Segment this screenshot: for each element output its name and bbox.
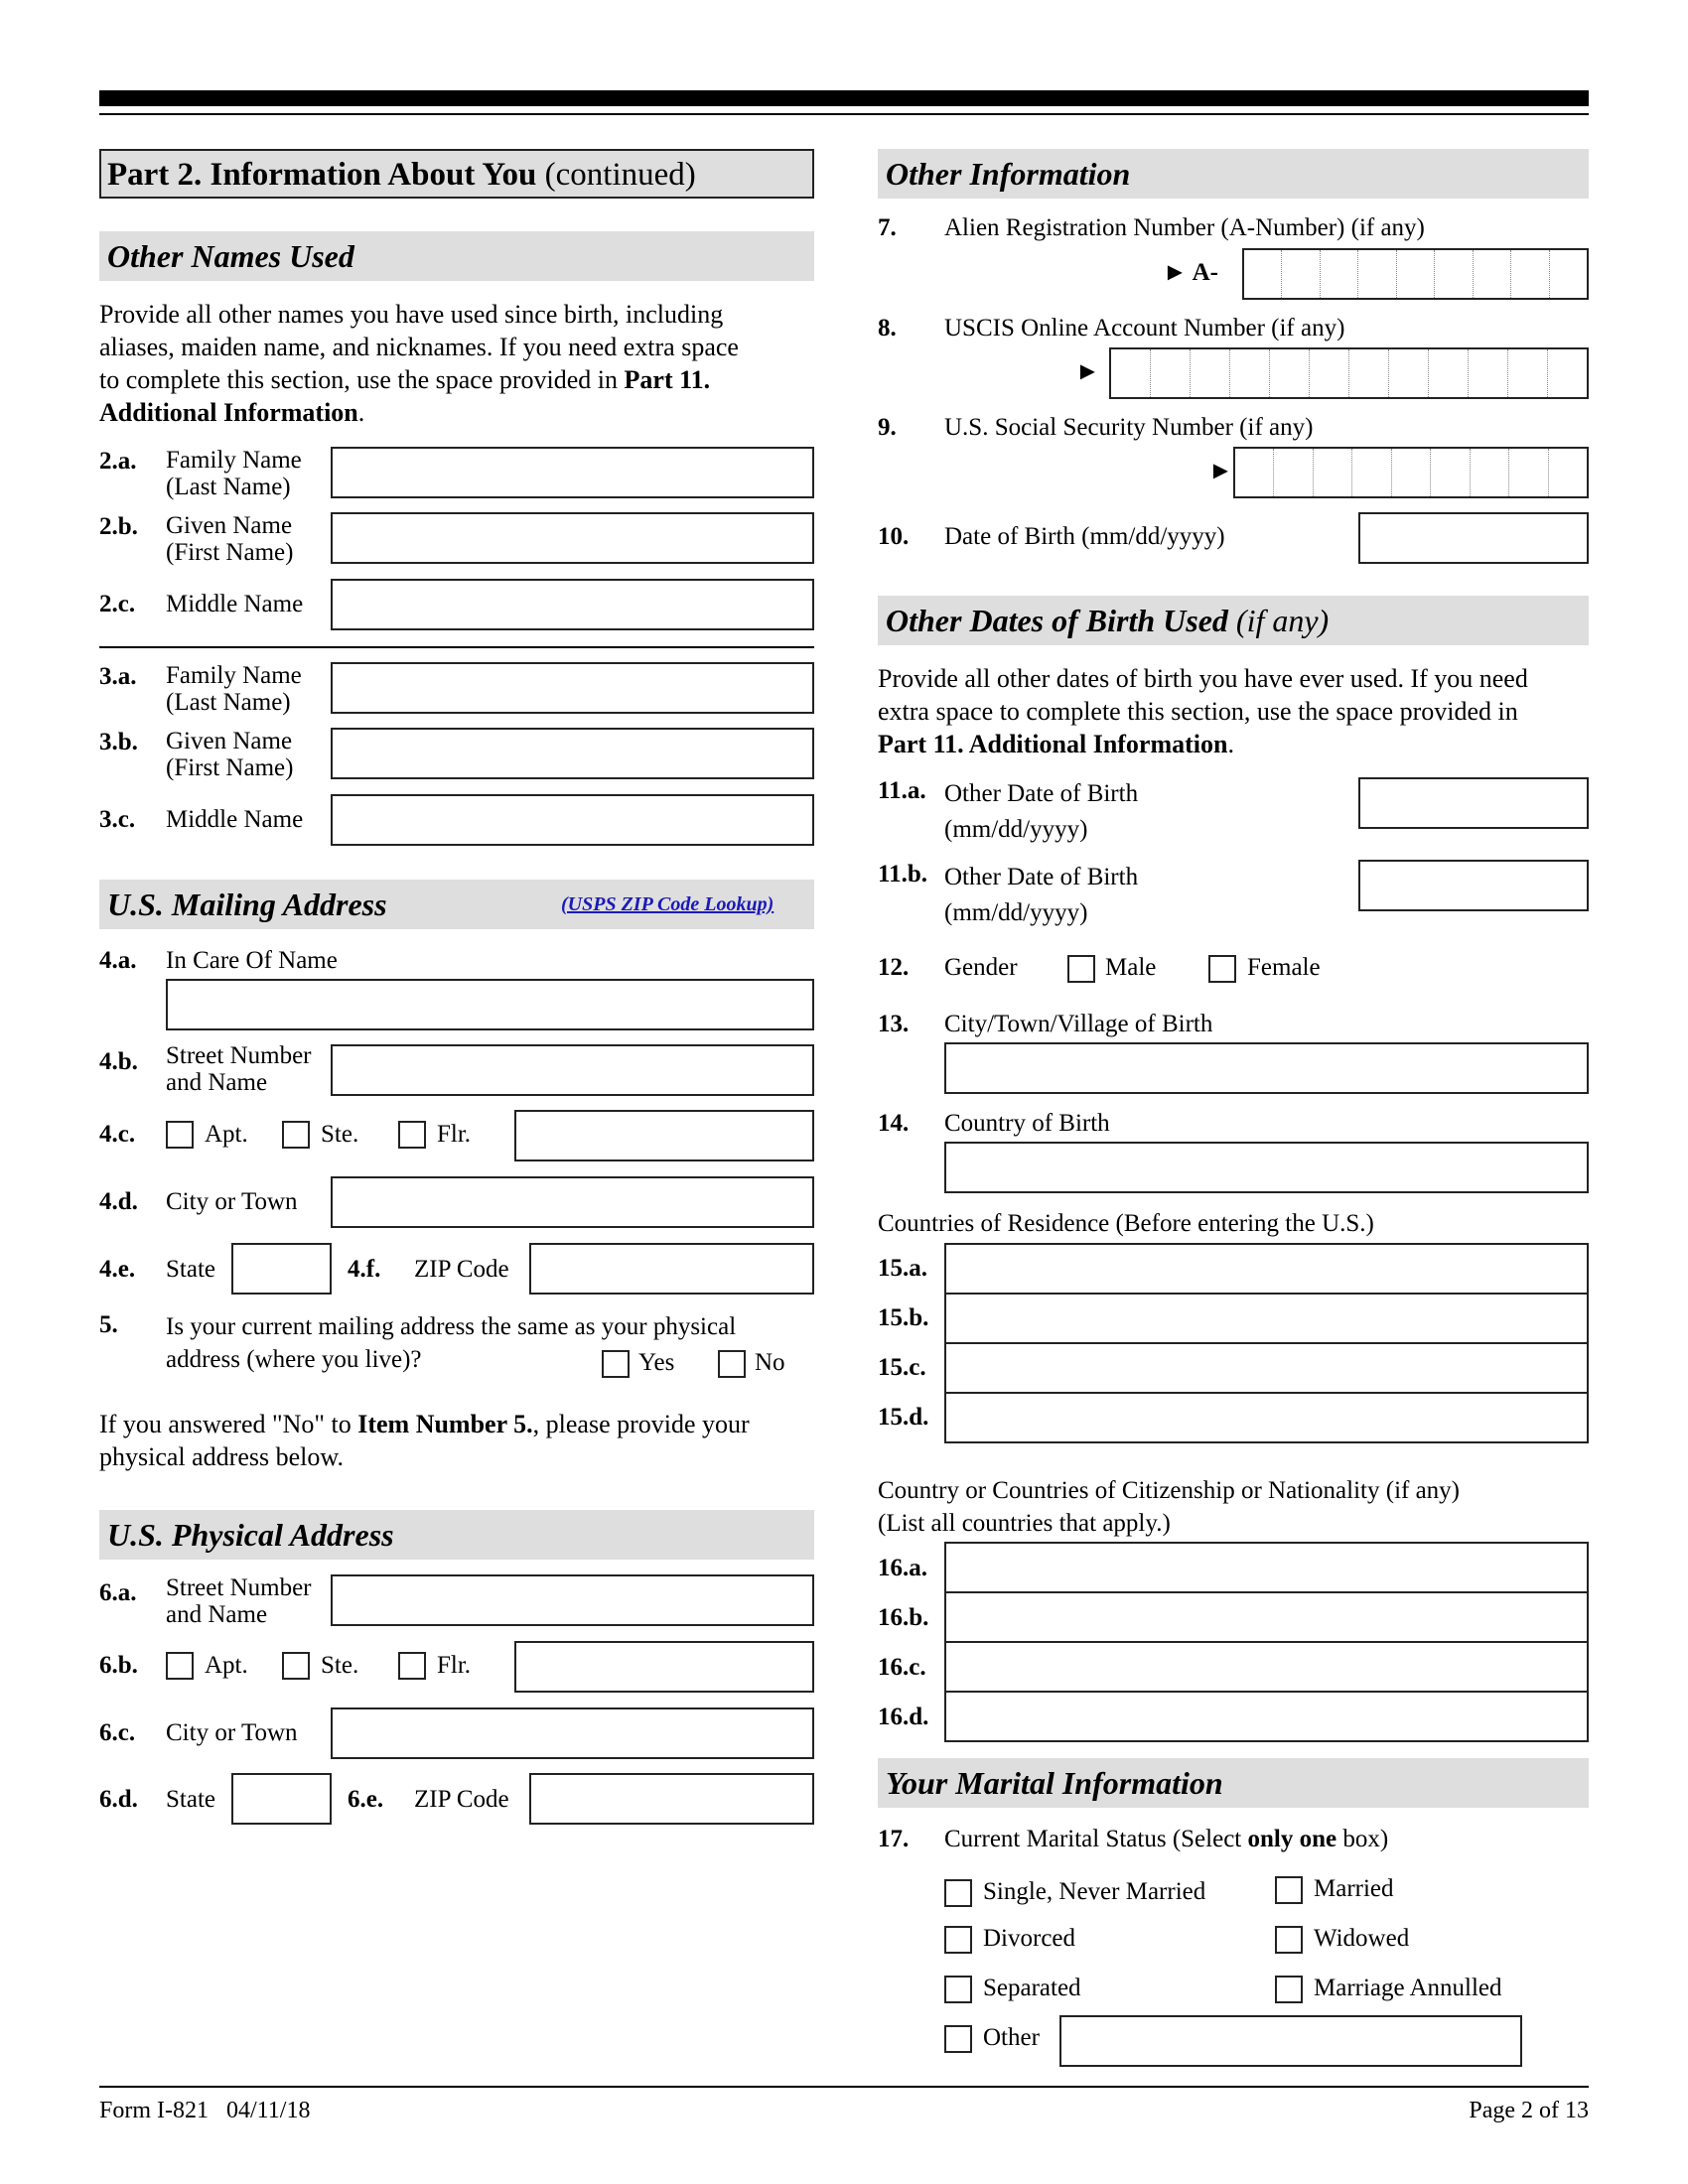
footer-form-id: Form I-821 04/11/18 <box>99 2098 311 2123</box>
residence-input-15b[interactable] <box>944 1293 1589 1344</box>
marital-divorced-label: Divorced <box>983 1925 1076 1952</box>
dob-input[interactable] <box>1358 512 1589 564</box>
item-number-15b: 15.b. <box>878 1304 929 1331</box>
q5-yes-checkbox[interactable] <box>602 1350 630 1378</box>
other-dob-input-11b[interactable] <box>1358 860 1589 911</box>
item-number-6c: 6.c. <box>99 1719 136 1746</box>
item-number-6a: 6.a. <box>99 1579 137 1606</box>
section-header-mailing-address: U.S. Mailing Address (USPS ZIP Code Lookup) <box>99 880 814 929</box>
dob-label: Date of Birth (mm/dd/yyyy) <box>944 523 1225 550</box>
family-name-label-3a: Family Name (Last Name) <box>166 662 302 716</box>
citizenship-input-16c[interactable] <box>944 1641 1589 1693</box>
item-number-4d: 4.d. <box>99 1188 138 1215</box>
city-label-6c: City or Town <box>166 1719 298 1746</box>
family-name-label-2a: Family Name (Last Name) <box>166 447 302 500</box>
item-number-6e: 6.e. <box>348 1786 384 1813</box>
item-number-3c: 3.c. <box>99 806 136 833</box>
item-number-8: 8. <box>878 315 897 341</box>
citizenship-input-16b[interactable] <box>944 1591 1589 1643</box>
uscis-account-label: USCIS Online Account Number (if any) <box>944 315 1345 341</box>
marital-other-label: Other <box>983 2024 1040 2051</box>
footer-page-number: Page 2 of 13 <box>1469 2098 1589 2123</box>
q5-question: Is your current mailing address the same as your physical address (where you live)? <box>166 1313 737 1373</box>
part-header-title: Part 2. Information About You <box>107 157 537 193</box>
gender-label: Gender <box>944 954 1018 981</box>
item-number-5: 5. <box>99 1311 118 1338</box>
country-of-birth-label: Country of Birth <box>944 1110 1110 1137</box>
section-header-other-dob: Other Dates of Birth Used (if any) <box>878 596 1589 645</box>
zip-input-6e[interactable] <box>529 1773 814 1825</box>
marital-annulled-label: Marriage Annulled <box>1314 1975 1502 2001</box>
item-number-3b: 3.b. <box>99 729 138 755</box>
other-dob-label-11b: Other Date of Birth (mm/dd/yyyy) <box>944 864 1139 926</box>
a-number-label: Alien Registration Number (A-Number) (if any) <box>944 214 1425 241</box>
section-header-other-information: Other Information <box>878 149 1589 199</box>
ssn-input[interactable] <box>1233 447 1589 498</box>
a-number-input[interactable] <box>1242 248 1589 300</box>
other-names-intro: Provide all other names you have used since birth, including aliases, maiden name, and nicknames. If you need extra space to complete this section, use the space provided in Part 11. Additional Information. <box>99 300 739 427</box>
marital-married-label: Married <box>1314 1875 1394 1902</box>
state-label-6d: State <box>166 1786 215 1813</box>
other-dob-input-11a[interactable] <box>1358 777 1589 829</box>
other-names-divider <box>99 646 814 648</box>
section-header-other-names: Other Names Used <box>99 231 814 281</box>
marital-married-checkbox[interactable] <box>1275 1876 1303 1904</box>
section-header-physical-address: U.S. Physical Address <box>99 1510 814 1560</box>
street-input-4b[interactable] <box>331 1044 814 1096</box>
gender-male-checkbox[interactable] <box>1067 955 1095 983</box>
item-number-4b: 4.b. <box>99 1048 138 1075</box>
middle-name-input-3c[interactable] <box>331 794 814 846</box>
given-name-input-3b[interactable] <box>331 728 814 779</box>
item-number-4f: 4.f. <box>348 1256 381 1283</box>
usps-zip-lookup-link[interactable]: (USPS ZIP Code Lookup) <box>561 893 774 915</box>
state-select-4e[interactable] <box>231 1243 332 1295</box>
flr-checkbox-4c[interactable] <box>398 1121 426 1149</box>
gender-female-checkbox[interactable] <box>1208 955 1236 983</box>
marital-single-label: Single, Never Married <box>983 1878 1206 1905</box>
street-label-6a: Street Number and Name <box>166 1574 312 1628</box>
item-number-15d: 15.d. <box>878 1404 929 1431</box>
ssn-prefix: ► <box>1208 458 1233 484</box>
marital-widowed-label: Widowed <box>1314 1925 1410 1952</box>
item-number-12: 12. <box>878 954 910 981</box>
item-number-14: 14. <box>878 1110 910 1137</box>
marital-widowed-checkbox[interactable] <box>1275 1926 1303 1954</box>
item-number-4e: 4.e. <box>99 1256 136 1283</box>
residence-input-15a[interactable] <box>944 1243 1589 1295</box>
marital-annulled-checkbox[interactable] <box>1275 1976 1303 2003</box>
flr-label-4c: Flr. <box>437 1121 472 1148</box>
q5-no-checkbox[interactable] <box>718 1350 746 1378</box>
item-number-15c: 15.c. <box>878 1354 926 1381</box>
in-care-of-input[interactable] <box>166 979 814 1030</box>
item-number-10: 10. <box>878 523 910 550</box>
residence-label: Countries of Residence (Before entering the U.S.) <box>878 1210 1374 1237</box>
gender-male-label: Male <box>1105 954 1157 981</box>
residence-input-15c[interactable] <box>944 1342 1589 1394</box>
item-number-6b: 6.b. <box>99 1652 138 1679</box>
uscis-account-input[interactable] <box>1109 347 1589 399</box>
q5-note: If you answered "No" to Item Number 5., please provide your physical address below. <box>99 1410 750 1471</box>
item-number-4c: 4.c. <box>99 1121 136 1148</box>
flr-checkbox-6b[interactable] <box>398 1652 426 1680</box>
residence-input-15d[interactable] <box>944 1392 1589 1443</box>
item-number-15a: 15.a. <box>878 1255 927 1282</box>
item-number-16c: 16.c. <box>878 1654 926 1681</box>
other-dob-intro: Provide all other dates of birth you have ever used. If you need extra space to complete this section, use the space provided in Part 11. Additional Information. <box>878 664 1528 758</box>
citizenship-input-16a[interactable] <box>944 1542 1589 1593</box>
unit-number-input-6b[interactable] <box>514 1641 814 1693</box>
item-number-4a: 4.a. <box>99 947 137 974</box>
item-number-7: 7. <box>878 214 897 241</box>
uscis-account-prefix: ► <box>1075 358 1100 385</box>
marital-divorced-checkbox[interactable] <box>944 1926 972 1954</box>
part-header-continued: (continued) <box>536 157 696 193</box>
item-number-9: 9. <box>878 414 897 441</box>
a-number-prefix: ► A- <box>1163 259 1218 286</box>
marital-separated-label: Separated <box>983 1975 1081 2001</box>
zip-input-4f[interactable] <box>529 1243 814 1295</box>
family-name-input-2a[interactable] <box>331 447 814 498</box>
ste-checkbox-6b[interactable] <box>282 1652 310 1680</box>
item-number-2c: 2.c. <box>99 591 136 617</box>
section-header-marital: Your Marital Information <box>878 1758 1589 1808</box>
apt-label-4c: Apt. <box>205 1121 248 1148</box>
flr-label-6b: Flr. <box>437 1652 472 1679</box>
state-select-6d[interactable] <box>231 1773 332 1825</box>
marital-other-input[interactable] <box>1059 2015 1522 2067</box>
part-header <box>99 149 814 199</box>
marital-other-checkbox[interactable] <box>944 2025 972 2053</box>
top-thick-rule <box>99 90 1589 106</box>
city-input-4d[interactable] <box>331 1176 814 1228</box>
marital-separated-checkbox[interactable] <box>944 1976 972 2003</box>
unit-number-input-4c[interactable] <box>514 1110 814 1161</box>
ste-label-6b: Ste. <box>321 1652 359 1679</box>
item-number-11a: 11.a. <box>878 777 926 804</box>
given-name-input-2b[interactable] <box>331 512 814 564</box>
item-number-17: 17. <box>878 1826 910 1852</box>
item-number-13: 13. <box>878 1011 910 1037</box>
city-of-birth-label: City/Town/Village of Birth <box>944 1011 1213 1037</box>
item-number-6d: 6.d. <box>99 1786 138 1813</box>
item-number-2a: 2.a. <box>99 448 137 475</box>
top-thin-rule <box>99 113 1589 115</box>
state-label-4e: State <box>166 1256 215 1283</box>
street-label-4b: Street Number and Name <box>166 1042 312 1096</box>
given-name-label-3b: Given Name (First Name) <box>166 728 294 781</box>
city-input-6c[interactable] <box>331 1707 814 1759</box>
item-number-16b: 16.b. <box>878 1604 929 1631</box>
q5-yes-label: Yes <box>638 1349 675 1376</box>
family-name-input-3a[interactable] <box>331 662 814 714</box>
city-of-birth-input[interactable] <box>944 1042 1589 1094</box>
marital-single-checkbox[interactable] <box>944 1879 972 1907</box>
item-number-16d: 16.d. <box>878 1704 929 1730</box>
item-number-2b: 2.b. <box>99 513 138 540</box>
street-input-6a[interactable] <box>331 1574 814 1626</box>
item-number-16a: 16.a. <box>878 1555 927 1581</box>
item-number-3a: 3.a. <box>99 663 137 690</box>
country-of-birth-input[interactable] <box>944 1142 1589 1193</box>
citizenship-input-16d[interactable] <box>944 1691 1589 1742</box>
gender-female-label: Female <box>1247 954 1321 981</box>
marital-status-label: Current Marital Status (Select only one box) <box>944 1826 1389 1852</box>
other-dob-label-11a: Other Date of Birth (mm/dd/yyyy) <box>944 780 1139 843</box>
ste-label-4c: Ste. <box>321 1121 359 1148</box>
item-number-11b: 11.b. <box>878 861 928 887</box>
ssn-label: U.S. Social Security Number (if any) <box>944 414 1314 441</box>
given-name-label-2b: Given Name (First Name) <box>166 512 294 566</box>
citizenship-label: Country or Countries of Citizenship or Nationality (if any) (List all countries that apply.) <box>878 1477 1461 1537</box>
in-care-of-label: In Care Of Name <box>166 947 338 974</box>
zip-label-4f: ZIP Code <box>414 1256 509 1283</box>
apt-checkbox-6b[interactable] <box>166 1652 194 1680</box>
apt-label-6b: Apt. <box>205 1652 248 1679</box>
ste-checkbox-4c[interactable] <box>282 1121 310 1149</box>
q5-no-label: No <box>755 1349 785 1376</box>
middle-name-label-3c: Middle Name <box>166 806 304 833</box>
footer-rule <box>99 2086 1589 2088</box>
city-label-4d: City or Town <box>166 1188 298 1215</box>
zip-label-6e: ZIP Code <box>414 1786 509 1813</box>
middle-name-input-2c[interactable] <box>331 579 814 630</box>
apt-checkbox-4c[interactable] <box>166 1121 194 1149</box>
middle-name-label-2c: Middle Name <box>166 591 304 617</box>
